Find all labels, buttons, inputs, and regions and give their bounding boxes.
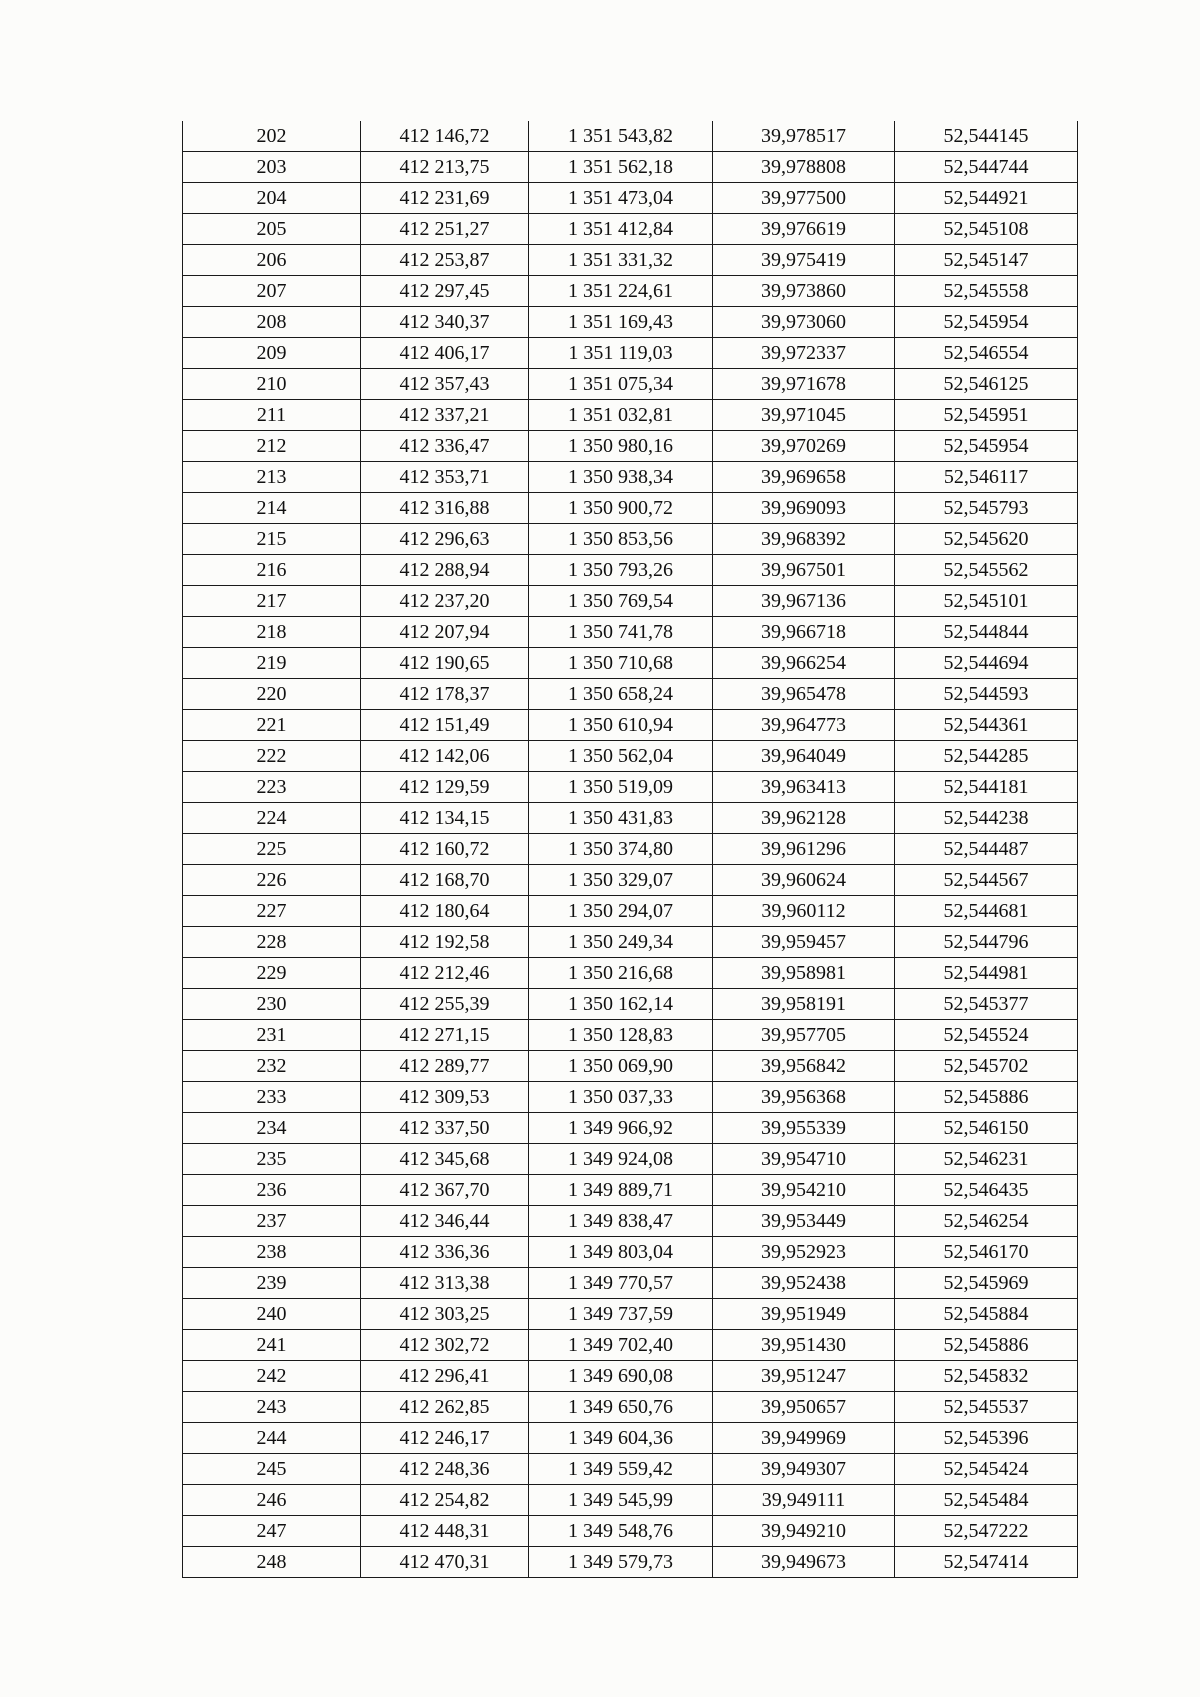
x-coordinate-cell: 412 246,17 bbox=[361, 1423, 529, 1454]
latitude-cell: 39,949673 bbox=[713, 1547, 895, 1578]
y-coordinate-cell: 1 351 032,81 bbox=[529, 400, 713, 431]
latitude-cell: 39,957705 bbox=[713, 1020, 895, 1051]
coordinates-table bbox=[182, 121, 1078, 1578]
x-coordinate-cell: 412 288,94 bbox=[361, 555, 529, 586]
point-number-cell: 214 bbox=[183, 493, 361, 524]
table-row bbox=[183, 648, 1078, 679]
y-coordinate-cell: 1 351 473,04 bbox=[529, 183, 713, 214]
y-coordinate-cell: 1 350 069,90 bbox=[529, 1051, 713, 1082]
table-row bbox=[183, 834, 1078, 865]
latitude-cell: 39,963413 bbox=[713, 772, 895, 803]
longitude-cell: 52,545793 bbox=[895, 493, 1078, 524]
y-coordinate-cell: 1 349 966,92 bbox=[529, 1113, 713, 1144]
x-coordinate-cell: 412 254,82 bbox=[361, 1485, 529, 1516]
latitude-cell: 39,964049 bbox=[713, 741, 895, 772]
table-row bbox=[183, 1113, 1078, 1144]
longitude-cell: 52,545832 bbox=[895, 1361, 1078, 1392]
latitude-cell: 39,959457 bbox=[713, 927, 895, 958]
longitude-cell: 52,545562 bbox=[895, 555, 1078, 586]
y-coordinate-cell: 1 350 853,56 bbox=[529, 524, 713, 555]
latitude-cell: 39,956842 bbox=[713, 1051, 895, 1082]
point-number-cell: 227 bbox=[183, 896, 361, 927]
latitude-cell: 39,975419 bbox=[713, 245, 895, 276]
y-coordinate-cell: 1 349 579,73 bbox=[529, 1547, 713, 1578]
latitude-cell: 39,954210 bbox=[713, 1175, 895, 1206]
longitude-cell: 52,545886 bbox=[895, 1082, 1078, 1113]
y-coordinate-cell: 1 350 162,14 bbox=[529, 989, 713, 1020]
y-coordinate-cell: 1 350 294,07 bbox=[529, 896, 713, 927]
y-coordinate-cell: 1 351 119,03 bbox=[529, 338, 713, 369]
longitude-cell: 52,545558 bbox=[895, 276, 1078, 307]
point-number-cell: 248 bbox=[183, 1547, 361, 1578]
table-row bbox=[183, 338, 1078, 369]
table-row bbox=[183, 1392, 1078, 1423]
x-coordinate-cell: 412 168,70 bbox=[361, 865, 529, 896]
table-row bbox=[183, 183, 1078, 214]
table-row bbox=[183, 1330, 1078, 1361]
point-number-cell: 231 bbox=[183, 1020, 361, 1051]
y-coordinate-cell: 1 350 769,54 bbox=[529, 586, 713, 617]
longitude-cell: 52,545951 bbox=[895, 400, 1078, 431]
y-coordinate-cell: 1 351 543,82 bbox=[529, 121, 713, 152]
longitude-cell: 52,544921 bbox=[895, 183, 1078, 214]
point-number-cell: 240 bbox=[183, 1299, 361, 1330]
x-coordinate-cell: 412 142,06 bbox=[361, 741, 529, 772]
point-number-cell: 212 bbox=[183, 431, 361, 462]
point-number-cell: 208 bbox=[183, 307, 361, 338]
y-coordinate-cell: 1 349 770,57 bbox=[529, 1268, 713, 1299]
longitude-cell: 52,546150 bbox=[895, 1113, 1078, 1144]
table-row bbox=[183, 276, 1078, 307]
longitude-cell: 52,544361 bbox=[895, 710, 1078, 741]
x-coordinate-cell: 412 213,75 bbox=[361, 152, 529, 183]
x-coordinate-cell: 412 357,43 bbox=[361, 369, 529, 400]
longitude-cell: 52,546554 bbox=[895, 338, 1078, 369]
table-row bbox=[183, 524, 1078, 555]
longitude-cell: 52,544744 bbox=[895, 152, 1078, 183]
longitude-cell: 52,545954 bbox=[895, 307, 1078, 338]
y-coordinate-cell: 1 350 329,07 bbox=[529, 865, 713, 896]
table-row bbox=[183, 1361, 1078, 1392]
y-coordinate-cell: 1 349 559,42 bbox=[529, 1454, 713, 1485]
point-number-cell: 226 bbox=[183, 865, 361, 896]
latitude-cell: 39,962128 bbox=[713, 803, 895, 834]
longitude-cell: 52,545147 bbox=[895, 245, 1078, 276]
y-coordinate-cell: 1 351 412,84 bbox=[529, 214, 713, 245]
y-coordinate-cell: 1 350 562,04 bbox=[529, 741, 713, 772]
longitude-cell: 52,544487 bbox=[895, 834, 1078, 865]
x-coordinate-cell: 412 309,53 bbox=[361, 1082, 529, 1113]
x-coordinate-cell: 412 190,65 bbox=[361, 648, 529, 679]
y-coordinate-cell: 1 350 793,26 bbox=[529, 555, 713, 586]
longitude-cell: 52,545969 bbox=[895, 1268, 1078, 1299]
latitude-cell: 39,971045 bbox=[713, 400, 895, 431]
point-number-cell: 244 bbox=[183, 1423, 361, 1454]
point-number-cell: 234 bbox=[183, 1113, 361, 1144]
latitude-cell: 39,960112 bbox=[713, 896, 895, 927]
table-row bbox=[183, 1175, 1078, 1206]
longitude-cell: 52,544796 bbox=[895, 927, 1078, 958]
latitude-cell: 39,966718 bbox=[713, 617, 895, 648]
table-row bbox=[183, 1547, 1078, 1578]
y-coordinate-cell: 1 351 331,32 bbox=[529, 245, 713, 276]
longitude-cell: 52,544181 bbox=[895, 772, 1078, 803]
x-coordinate-cell: 412 316,88 bbox=[361, 493, 529, 524]
latitude-cell: 39,967501 bbox=[713, 555, 895, 586]
table-row bbox=[183, 1082, 1078, 1113]
point-number-cell: 217 bbox=[183, 586, 361, 617]
table-row bbox=[183, 1423, 1078, 1454]
latitude-cell: 39,973060 bbox=[713, 307, 895, 338]
longitude-cell: 52,544145 bbox=[895, 121, 1078, 152]
x-coordinate-cell: 412 231,69 bbox=[361, 183, 529, 214]
x-coordinate-cell: 412 129,59 bbox=[361, 772, 529, 803]
longitude-cell: 52,544285 bbox=[895, 741, 1078, 772]
point-number-cell: 247 bbox=[183, 1516, 361, 1547]
x-coordinate-cell: 412 340,37 bbox=[361, 307, 529, 338]
point-number-cell: 206 bbox=[183, 245, 361, 276]
table-row bbox=[183, 431, 1078, 462]
x-coordinate-cell: 412 178,37 bbox=[361, 679, 529, 710]
table-row bbox=[183, 121, 1078, 152]
latitude-cell: 39,976619 bbox=[713, 214, 895, 245]
x-coordinate-cell: 412 345,68 bbox=[361, 1144, 529, 1175]
point-number-cell: 230 bbox=[183, 989, 361, 1020]
x-coordinate-cell: 412 192,58 bbox=[361, 927, 529, 958]
point-number-cell: 239 bbox=[183, 1268, 361, 1299]
point-number-cell: 222 bbox=[183, 741, 361, 772]
latitude-cell: 39,958191 bbox=[713, 989, 895, 1020]
longitude-cell: 52,545884 bbox=[895, 1299, 1078, 1330]
y-coordinate-cell: 1 350 249,34 bbox=[529, 927, 713, 958]
point-number-cell: 210 bbox=[183, 369, 361, 400]
x-coordinate-cell: 412 337,21 bbox=[361, 400, 529, 431]
longitude-cell: 52,546435 bbox=[895, 1175, 1078, 1206]
table-row bbox=[183, 1144, 1078, 1175]
longitude-cell: 52,545886 bbox=[895, 1330, 1078, 1361]
x-coordinate-cell: 412 406,17 bbox=[361, 338, 529, 369]
x-coordinate-cell: 412 296,63 bbox=[361, 524, 529, 555]
y-coordinate-cell: 1 350 216,68 bbox=[529, 958, 713, 989]
x-coordinate-cell: 412 289,77 bbox=[361, 1051, 529, 1082]
latitude-cell: 39,958981 bbox=[713, 958, 895, 989]
x-coordinate-cell: 412 296,41 bbox=[361, 1361, 529, 1392]
latitude-cell: 39,968392 bbox=[713, 524, 895, 555]
x-coordinate-cell: 412 470,31 bbox=[361, 1547, 529, 1578]
table-row bbox=[183, 462, 1078, 493]
y-coordinate-cell: 1 350 519,09 bbox=[529, 772, 713, 803]
point-number-cell: 216 bbox=[183, 555, 361, 586]
y-coordinate-cell: 1 349 702,40 bbox=[529, 1330, 713, 1361]
table-row bbox=[183, 1020, 1078, 1051]
y-coordinate-cell: 1 349 604,36 bbox=[529, 1423, 713, 1454]
latitude-cell: 39,956368 bbox=[713, 1082, 895, 1113]
point-number-cell: 207 bbox=[183, 276, 361, 307]
latitude-cell: 39,949111 bbox=[713, 1485, 895, 1516]
longitude-cell: 52,545484 bbox=[895, 1485, 1078, 1516]
x-coordinate-cell: 412 251,27 bbox=[361, 214, 529, 245]
y-coordinate-cell: 1 350 741,78 bbox=[529, 617, 713, 648]
table-row bbox=[183, 927, 1078, 958]
x-coordinate-cell: 412 297,45 bbox=[361, 276, 529, 307]
point-number-cell: 203 bbox=[183, 152, 361, 183]
longitude-cell: 52,545396 bbox=[895, 1423, 1078, 1454]
x-coordinate-cell: 412 212,46 bbox=[361, 958, 529, 989]
latitude-cell: 39,951949 bbox=[713, 1299, 895, 1330]
point-number-cell: 245 bbox=[183, 1454, 361, 1485]
table-row bbox=[183, 369, 1078, 400]
y-coordinate-cell: 1 351 075,34 bbox=[529, 369, 713, 400]
point-number-cell: 218 bbox=[183, 617, 361, 648]
point-number-cell: 233 bbox=[183, 1082, 361, 1113]
table-row bbox=[183, 741, 1078, 772]
x-coordinate-cell: 412 180,64 bbox=[361, 896, 529, 927]
y-coordinate-cell: 1 350 037,33 bbox=[529, 1082, 713, 1113]
point-number-cell: 221 bbox=[183, 710, 361, 741]
y-coordinate-cell: 1 351 562,18 bbox=[529, 152, 713, 183]
longitude-cell: 52,546231 bbox=[895, 1144, 1078, 1175]
latitude-cell: 39,978517 bbox=[713, 121, 895, 152]
table-row bbox=[183, 989, 1078, 1020]
table-row bbox=[183, 1485, 1078, 1516]
table-row bbox=[183, 803, 1078, 834]
longitude-cell: 52,544238 bbox=[895, 803, 1078, 834]
x-coordinate-cell: 412 336,47 bbox=[361, 431, 529, 462]
table-row bbox=[183, 772, 1078, 803]
y-coordinate-cell: 1 349 737,59 bbox=[529, 1299, 713, 1330]
table-row bbox=[183, 617, 1078, 648]
longitude-cell: 52,545620 bbox=[895, 524, 1078, 555]
x-coordinate-cell: 412 134,15 bbox=[361, 803, 529, 834]
y-coordinate-cell: 1 349 803,04 bbox=[529, 1237, 713, 1268]
x-coordinate-cell: 412 336,36 bbox=[361, 1237, 529, 1268]
longitude-cell: 52,545537 bbox=[895, 1392, 1078, 1423]
latitude-cell: 39,969093 bbox=[713, 493, 895, 524]
latitude-cell: 39,969658 bbox=[713, 462, 895, 493]
x-coordinate-cell: 412 262,85 bbox=[361, 1392, 529, 1423]
latitude-cell: 39,978808 bbox=[713, 152, 895, 183]
table-row bbox=[183, 896, 1078, 927]
y-coordinate-cell: 1 350 658,24 bbox=[529, 679, 713, 710]
point-number-cell: 238 bbox=[183, 1237, 361, 1268]
longitude-cell: 52,545108 bbox=[895, 214, 1078, 245]
longitude-cell: 52,545524 bbox=[895, 1020, 1078, 1051]
y-coordinate-cell: 1 350 431,83 bbox=[529, 803, 713, 834]
point-number-cell: 223 bbox=[183, 772, 361, 803]
x-coordinate-cell: 412 151,49 bbox=[361, 710, 529, 741]
y-coordinate-cell: 1 350 374,80 bbox=[529, 834, 713, 865]
latitude-cell: 39,964773 bbox=[713, 710, 895, 741]
latitude-cell: 39,970269 bbox=[713, 431, 895, 462]
table-row bbox=[183, 493, 1078, 524]
point-number-cell: 237 bbox=[183, 1206, 361, 1237]
latitude-cell: 39,949307 bbox=[713, 1454, 895, 1485]
latitude-cell: 39,950657 bbox=[713, 1392, 895, 1423]
point-number-cell: 211 bbox=[183, 400, 361, 431]
x-coordinate-cell: 412 253,87 bbox=[361, 245, 529, 276]
table-row bbox=[183, 958, 1078, 989]
longitude-cell: 52,544567 bbox=[895, 865, 1078, 896]
longitude-cell: 52,547414 bbox=[895, 1547, 1078, 1578]
y-coordinate-cell: 1 350 900,72 bbox=[529, 493, 713, 524]
longitude-cell: 52,544844 bbox=[895, 617, 1078, 648]
point-number-cell: 224 bbox=[183, 803, 361, 834]
longitude-cell: 52,545424 bbox=[895, 1454, 1078, 1485]
point-number-cell: 236 bbox=[183, 1175, 361, 1206]
latitude-cell: 39,952923 bbox=[713, 1237, 895, 1268]
table-row bbox=[183, 1206, 1078, 1237]
latitude-cell: 39,972337 bbox=[713, 338, 895, 369]
y-coordinate-cell: 1 349 838,47 bbox=[529, 1206, 713, 1237]
latitude-cell: 39,961296 bbox=[713, 834, 895, 865]
y-coordinate-cell: 1 349 690,08 bbox=[529, 1361, 713, 1392]
table-row bbox=[183, 679, 1078, 710]
point-number-cell: 232 bbox=[183, 1051, 361, 1082]
table-row bbox=[183, 1051, 1078, 1082]
point-number-cell: 209 bbox=[183, 338, 361, 369]
point-number-cell: 219 bbox=[183, 648, 361, 679]
latitude-cell: 39,953449 bbox=[713, 1206, 895, 1237]
latitude-cell: 39,977500 bbox=[713, 183, 895, 214]
latitude-cell: 39,954710 bbox=[713, 1144, 895, 1175]
latitude-cell: 39,967136 bbox=[713, 586, 895, 617]
point-number-cell: 205 bbox=[183, 214, 361, 245]
table-row bbox=[183, 710, 1078, 741]
table-row bbox=[183, 1299, 1078, 1330]
point-number-cell: 235 bbox=[183, 1144, 361, 1175]
x-coordinate-cell: 412 313,38 bbox=[361, 1268, 529, 1299]
table-body bbox=[183, 121, 1078, 1578]
y-coordinate-cell: 1 350 938,34 bbox=[529, 462, 713, 493]
y-coordinate-cell: 1 349 650,76 bbox=[529, 1392, 713, 1423]
longitude-cell: 52,545377 bbox=[895, 989, 1078, 1020]
table-row bbox=[183, 1237, 1078, 1268]
point-number-cell: 229 bbox=[183, 958, 361, 989]
y-coordinate-cell: 1 349 889,71 bbox=[529, 1175, 713, 1206]
y-coordinate-cell: 1 349 545,99 bbox=[529, 1485, 713, 1516]
latitude-cell: 39,951430 bbox=[713, 1330, 895, 1361]
latitude-cell: 39,949210 bbox=[713, 1516, 895, 1547]
table-row bbox=[183, 400, 1078, 431]
longitude-cell: 52,544593 bbox=[895, 679, 1078, 710]
y-coordinate-cell: 1 350 610,94 bbox=[529, 710, 713, 741]
longitude-cell: 52,546254 bbox=[895, 1206, 1078, 1237]
x-coordinate-cell: 412 346,44 bbox=[361, 1206, 529, 1237]
y-coordinate-cell: 1 349 548,76 bbox=[529, 1516, 713, 1547]
x-coordinate-cell: 412 302,72 bbox=[361, 1330, 529, 1361]
table-row bbox=[183, 865, 1078, 896]
longitude-cell: 52,546170 bbox=[895, 1237, 1078, 1268]
x-coordinate-cell: 412 367,70 bbox=[361, 1175, 529, 1206]
point-number-cell: 246 bbox=[183, 1485, 361, 1516]
x-coordinate-cell: 412 353,71 bbox=[361, 462, 529, 493]
longitude-cell: 52,544681 bbox=[895, 896, 1078, 927]
point-number-cell: 202 bbox=[183, 121, 361, 152]
table-row bbox=[183, 1454, 1078, 1485]
x-coordinate-cell: 412 303,25 bbox=[361, 1299, 529, 1330]
table-row bbox=[183, 214, 1078, 245]
y-coordinate-cell: 1 350 128,83 bbox=[529, 1020, 713, 1051]
longitude-cell: 52,544694 bbox=[895, 648, 1078, 679]
x-coordinate-cell: 412 160,72 bbox=[361, 834, 529, 865]
x-coordinate-cell: 412 337,50 bbox=[361, 1113, 529, 1144]
point-number-cell: 241 bbox=[183, 1330, 361, 1361]
x-coordinate-cell: 412 448,31 bbox=[361, 1516, 529, 1547]
table-row bbox=[183, 555, 1078, 586]
y-coordinate-cell: 1 351 224,61 bbox=[529, 276, 713, 307]
point-number-cell: 243 bbox=[183, 1392, 361, 1423]
point-number-cell: 225 bbox=[183, 834, 361, 865]
point-number-cell: 228 bbox=[183, 927, 361, 958]
point-number-cell: 220 bbox=[183, 679, 361, 710]
longitude-cell: 52,546117 bbox=[895, 462, 1078, 493]
longitude-cell: 52,545702 bbox=[895, 1051, 1078, 1082]
latitude-cell: 39,952438 bbox=[713, 1268, 895, 1299]
x-coordinate-cell: 412 271,15 bbox=[361, 1020, 529, 1051]
y-coordinate-cell: 1 349 924,08 bbox=[529, 1144, 713, 1175]
point-number-cell: 213 bbox=[183, 462, 361, 493]
table-row bbox=[183, 586, 1078, 617]
x-coordinate-cell: 412 207,94 bbox=[361, 617, 529, 648]
longitude-cell: 52,545954 bbox=[895, 431, 1078, 462]
x-coordinate-cell: 412 248,36 bbox=[361, 1454, 529, 1485]
longitude-cell: 52,545101 bbox=[895, 586, 1078, 617]
latitude-cell: 39,973860 bbox=[713, 276, 895, 307]
latitude-cell: 39,971678 bbox=[713, 369, 895, 400]
table-row bbox=[183, 1268, 1078, 1299]
table-row bbox=[183, 307, 1078, 338]
y-coordinate-cell: 1 351 169,43 bbox=[529, 307, 713, 338]
longitude-cell: 52,546125 bbox=[895, 369, 1078, 400]
point-number-cell: 215 bbox=[183, 524, 361, 555]
x-coordinate-cell: 412 255,39 bbox=[361, 989, 529, 1020]
latitude-cell: 39,949969 bbox=[713, 1423, 895, 1454]
point-number-cell: 204 bbox=[183, 183, 361, 214]
x-coordinate-cell: 412 146,72 bbox=[361, 121, 529, 152]
latitude-cell: 39,966254 bbox=[713, 648, 895, 679]
longitude-cell: 52,544981 bbox=[895, 958, 1078, 989]
table-row bbox=[183, 152, 1078, 183]
longitude-cell: 52,547222 bbox=[895, 1516, 1078, 1547]
latitude-cell: 39,955339 bbox=[713, 1113, 895, 1144]
point-number-cell: 242 bbox=[183, 1361, 361, 1392]
table-row bbox=[183, 1516, 1078, 1547]
table-row bbox=[183, 245, 1078, 276]
x-coordinate-cell: 412 237,20 bbox=[361, 586, 529, 617]
latitude-cell: 39,965478 bbox=[713, 679, 895, 710]
y-coordinate-cell: 1 350 980,16 bbox=[529, 431, 713, 462]
y-coordinate-cell: 1 350 710,68 bbox=[529, 648, 713, 679]
latitude-cell: 39,951247 bbox=[713, 1361, 895, 1392]
latitude-cell: 39,960624 bbox=[713, 865, 895, 896]
